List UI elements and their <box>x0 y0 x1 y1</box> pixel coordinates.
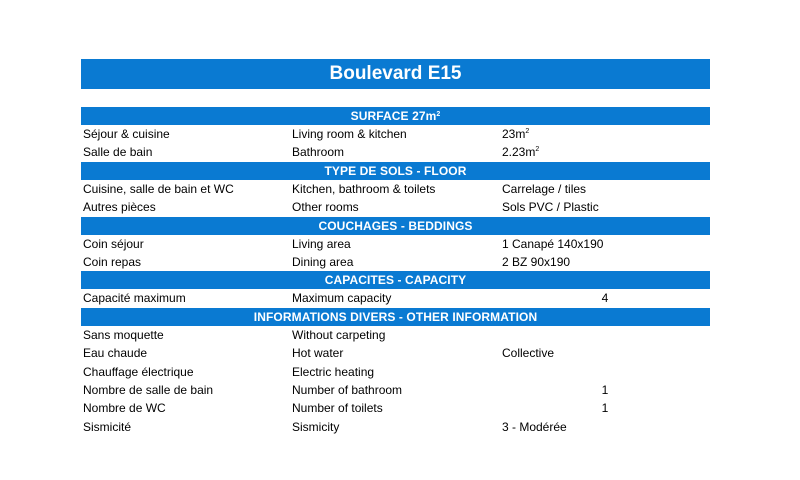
cell-en: Living area <box>292 236 351 251</box>
cell-fr: Coin repas <box>83 254 142 269</box>
cell-fr: Coin séjour <box>83 236 144 251</box>
table-row <box>81 399 710 417</box>
cell-en: Maximum capacity <box>292 291 392 306</box>
info-table <box>81 107 710 436</box>
cell-en: Kitchen, bathroom & toilets <box>292 181 436 196</box>
cell-fr: Eau chaude <box>83 346 148 361</box>
table-row <box>81 198 710 216</box>
cell-fr: Capacité maximum <box>83 291 186 306</box>
cell-value: $2.23m^2$ <box>502 145 540 160</box>
cell-value: $23m^2$ <box>502 127 530 141</box>
cell-en: Other rooms <box>292 200 359 215</box>
table-row <box>81 418 710 436</box>
table-row <box>81 125 710 143</box>
cell-number: 1 <box>601 382 609 397</box>
cell-value: Carrelage / tiles <box>502 181 587 196</box>
cell-en: Hot water <box>292 346 344 361</box>
cell-en: Without carpeting <box>292 327 386 342</box>
cell-en: Living room & kitchen <box>292 127 407 141</box>
section-header-other-info: INFORMATIONS DIVERS - OTHER INFORMATION <box>81 308 710 326</box>
table-row <box>81 180 710 198</box>
table-row <box>81 235 710 253</box>
cell-en: Number of toilets <box>292 401 383 416</box>
cell-fr: Cuisine, salle de bain et WC <box>83 181 234 196</box>
cell-fr: Chauffage électrique <box>83 364 194 379</box>
section-header-capacity: CAPACITES - CAPACITY <box>81 271 710 289</box>
cell-en: Dining area <box>292 254 354 269</box>
section-header-beddings: COUCHAGES - BEDDINGS <box>81 217 710 235</box>
cell-value: 2 BZ 90x190 <box>502 254 571 269</box>
cell-value: 3 - Modérée <box>502 419 567 434</box>
table-row <box>81 363 710 381</box>
table-row <box>81 326 710 344</box>
cell-fr: Autres pièces <box>83 200 156 215</box>
cell-en: Electric heating <box>292 364 375 379</box>
cell-number: 4 <box>601 291 609 306</box>
cell-en: Number of bathroom <box>292 382 403 397</box>
cell-fr: Nombre de WC <box>83 401 166 416</box>
cell-fr: Sismicité <box>83 419 132 434</box>
cell-value: 1 Canapé 140x190 <box>502 236 604 251</box>
cell-number: 1 <box>601 401 609 416</box>
table-row <box>81 289 710 307</box>
table-row <box>81 381 710 399</box>
cell-fr: Salle de bain <box>83 145 153 160</box>
cell-fr: Séjour & cuisine <box>83 127 170 141</box>
page-title: Boulevard E15 <box>81 59 710 89</box>
cell-value: Sols PVC / Plastic <box>502 200 599 215</box>
cell-value: Collective <box>502 346 555 361</box>
section-header-floor: TYPE DE SOLS - FLOOR <box>81 162 710 180</box>
cell-fr: Nombre de salle de bain <box>83 382 214 397</box>
section-header-surface: SURFACE 27m $^2$ <box>81 107 710 125</box>
cell-en: Bathroom <box>292 145 345 160</box>
cell-en: Sismicity <box>292 419 340 434</box>
table-row <box>81 143 710 161</box>
table-row <box>81 253 710 271</box>
table-row <box>81 344 710 362</box>
cell-fr: Sans moquette <box>83 327 164 342</box>
